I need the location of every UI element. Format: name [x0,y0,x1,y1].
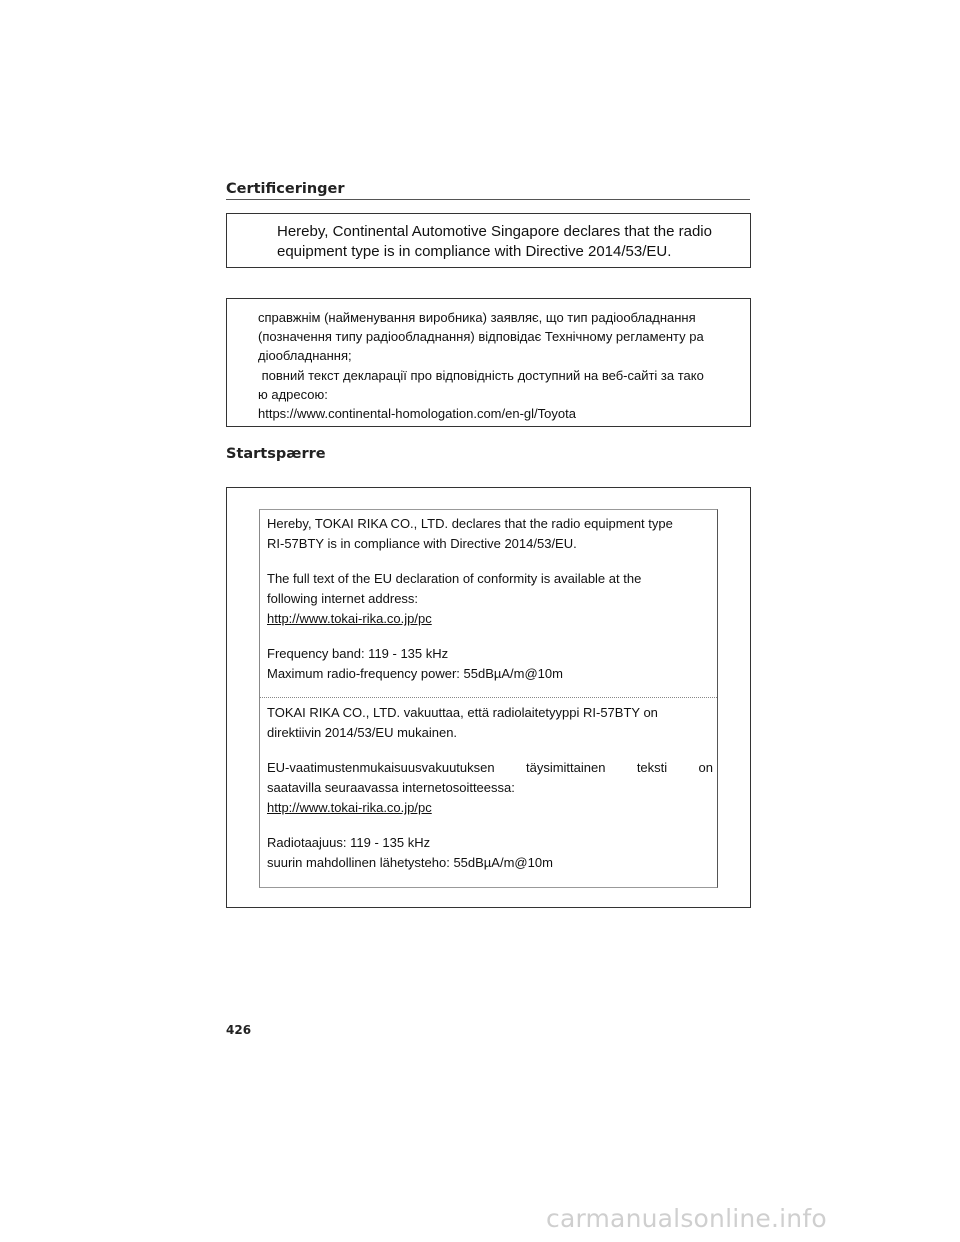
declaration-url: http://www.tokai-rika.co.jp/pc [267,611,432,626]
section-heading-certifications: Certificeringer [226,181,345,197]
declaration-line: Hereby, Continental Automotive Singapore declares that the radio [277,223,712,240]
section-heading-immobilizer: Startspærre [226,446,326,462]
ukrainian-declaration-box [226,298,751,427]
continental-declaration-text [277,222,712,262]
declaration-line: повний текст декларації про відповідність доступний на веб-сайті за тако [258,367,704,383]
finnish-fulltext-notice [267,758,713,818]
english-fulltext-notice [267,569,713,629]
finnish-declaration [267,703,713,743]
heading-rule [226,199,750,200]
declaration-line: (позначення типу радіообладнання) відповідає Технічному регламенту ра [258,329,704,345]
tokai-rika-certificate [259,509,718,888]
declaration-line: direktiivin 2014/53/EU mukainen. [267,725,458,740]
english-declaration [267,514,713,554]
declaration-line: The full text of the EU declaration of conformity is available at the [267,571,642,586]
declaration-line: following internet address: [267,591,419,606]
watermark: carmanualsonline.info [546,1204,827,1233]
declaration-line: RI-57BTY is in compliance with Directive 2014/53/EU. [267,536,577,551]
declaration-url: http://www.tokai-rika.co.jp/pc [267,800,432,815]
ukrainian-declaration-text [258,308,704,423]
tokai-rika-declaration-box [226,487,751,908]
frequency-band: Radiotaajuus: 119 - 135 kHz [267,835,431,850]
declaration-line: Hereby, TOKAI RIKA CO., LTD. declares that the radio equipment type [267,516,673,531]
declaration-line: ю адресою: [258,386,328,402]
declaration-url: https://www.continental-homologation.com/en-gl/Toyota [258,406,576,422]
continental-declaration-box [226,213,751,268]
declaration-line: EU-vaatimustenmukaisuusvakuutuksen täysimittainen teksti on [267,760,713,775]
declaration-line: TOKAI RIKA CO., LTD. vakuuttaa, että radiolaitetyyppi RI-57BTY on [267,705,658,720]
language-separator [260,697,717,698]
finnish-radio-specs [267,833,713,873]
declaration-line: діообладнання; [258,348,352,364]
page-number: 426 [226,1023,252,1037]
declaration-line: справжнім (найменування виробника) заявляє, що тип радіообладнання [258,310,696,325]
declaration-line: equipment type is in compliance with Directive 2014/53/EU. [277,243,672,260]
declaration-line: saatavilla seuraavassa internetosoitteessa: [267,780,515,795]
frequency-band: Frequency band: 119 - 135 kHz [267,646,449,661]
english-radio-specs [267,644,713,684]
max-power: suurin mahdollinen lähetysteho: 55dBµA/m@10m [267,855,553,870]
max-power: Maximum radio-frequency power: 55dBµA/m@10m [267,666,563,681]
